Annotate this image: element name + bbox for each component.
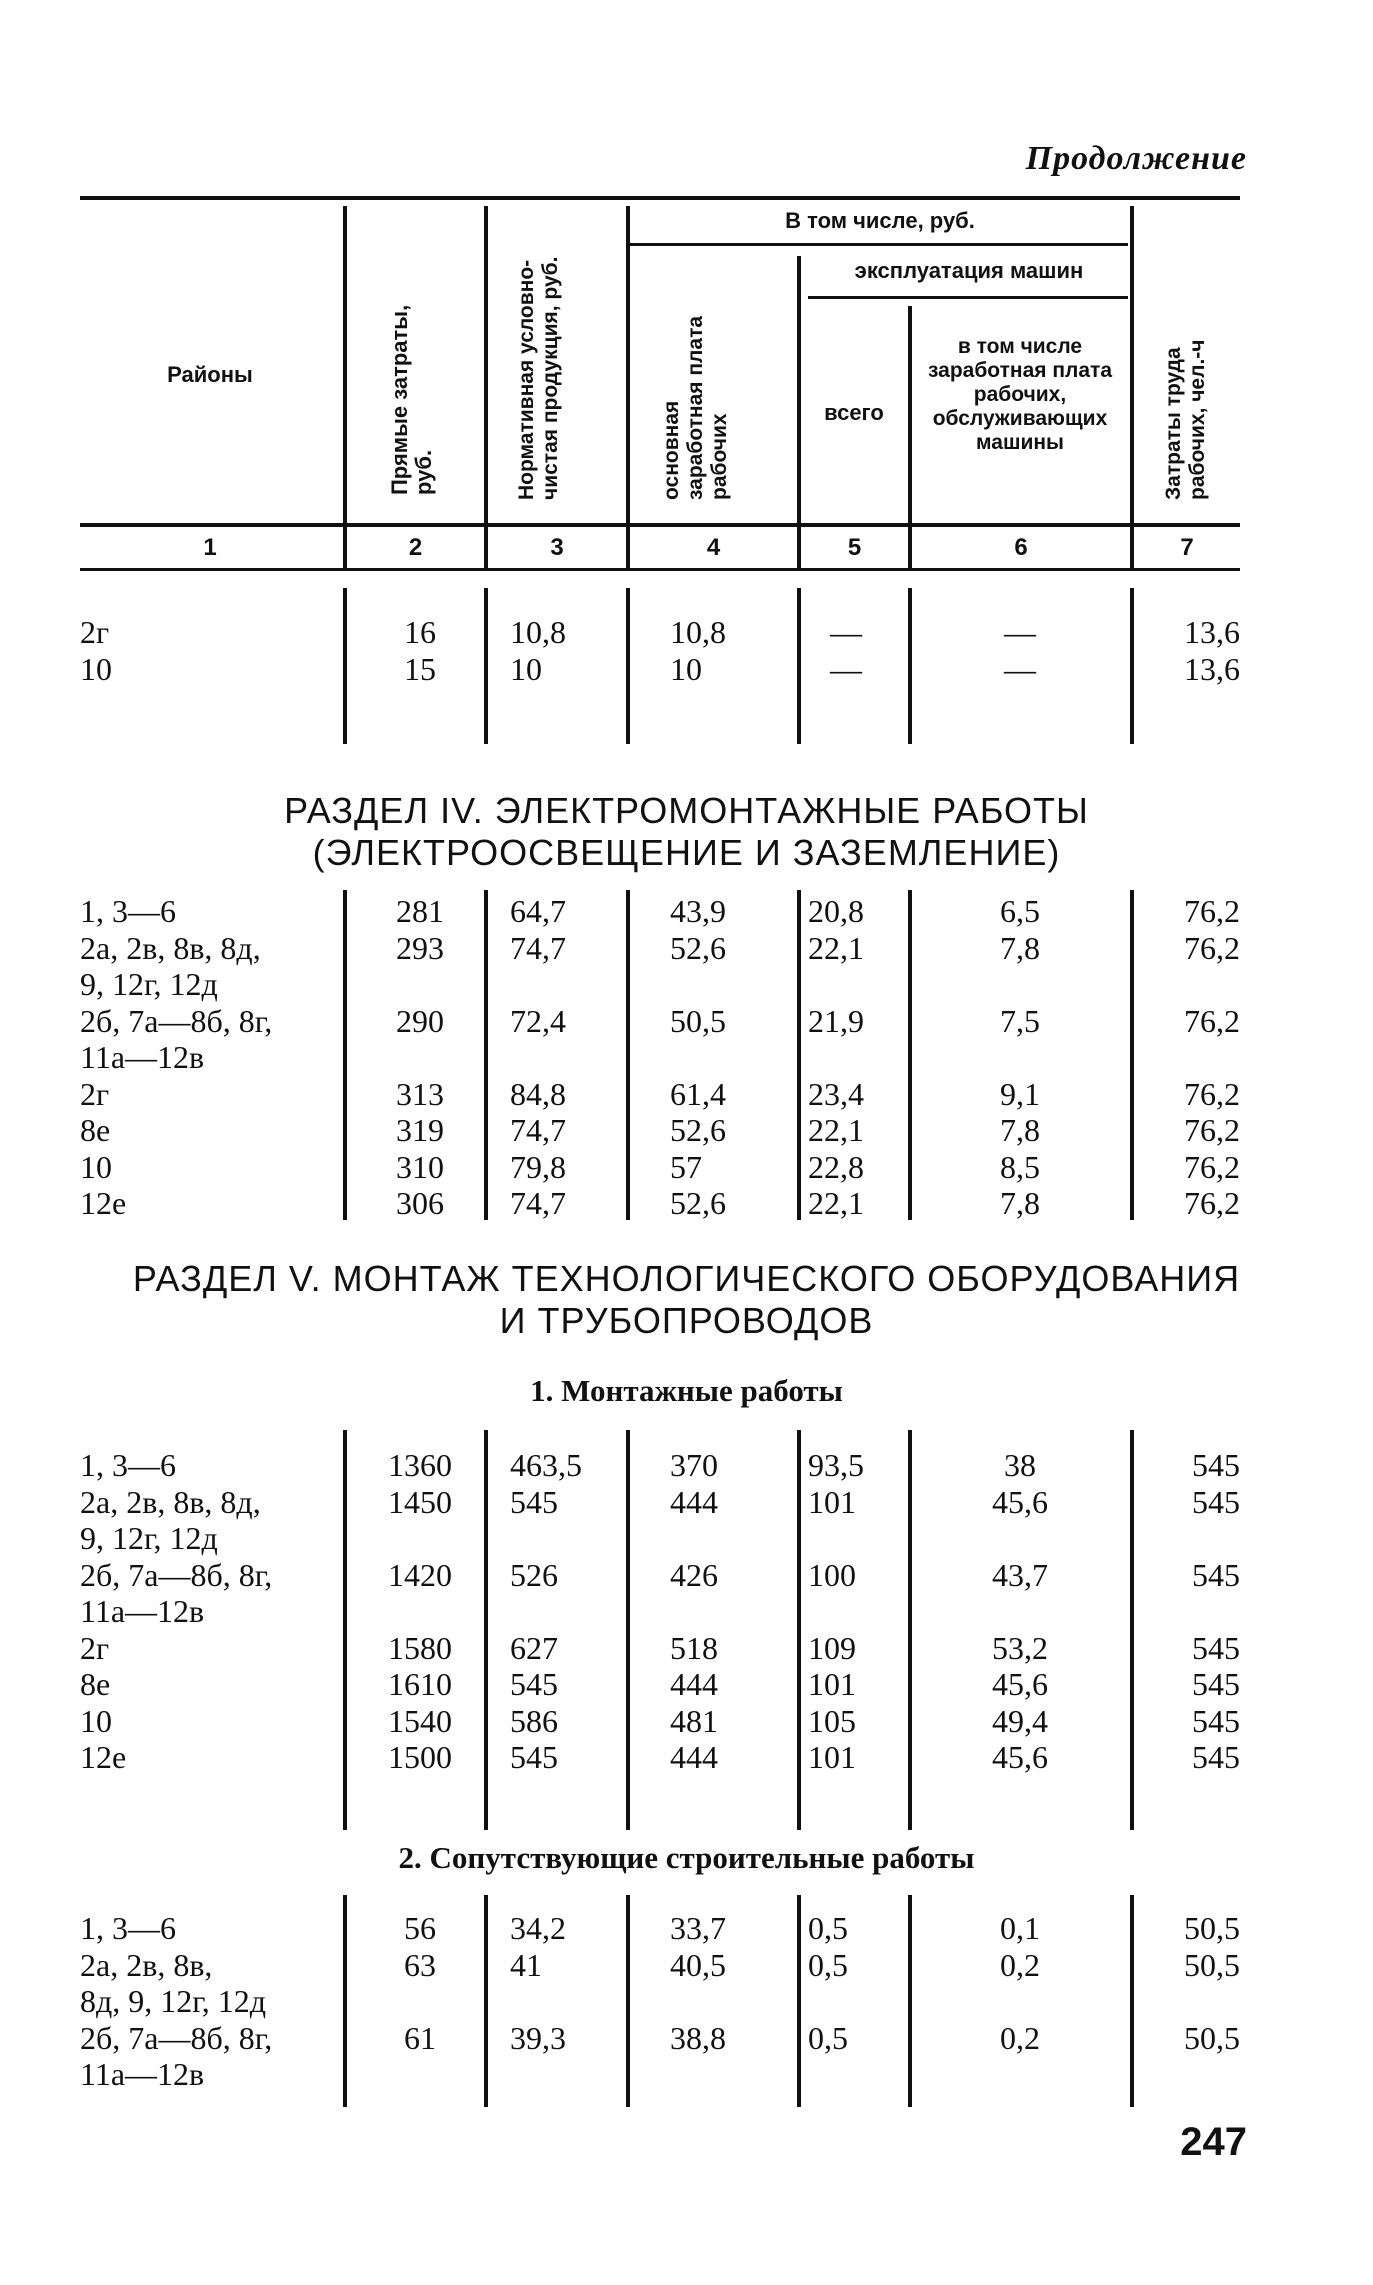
- cell-machines-total: 101: [808, 1666, 856, 1702]
- cell-wages: 50,5: [670, 1002, 726, 1039]
- cell-region: 12е: [80, 1185, 127, 1221]
- cell-region: 10: [80, 1148, 112, 1185]
- cell-machines-total: 101: [808, 1483, 856, 1520]
- cell-labor: 76,2: [1184, 929, 1240, 966]
- continuation-label: Продолжение: [1025, 140, 1247, 177]
- page-number: 247: [1180, 2120, 1247, 2164]
- cell-wages: 33,7: [670, 1910, 726, 1946]
- cell-machine-wages: 9,1: [1000, 1075, 1040, 1112]
- cell-direct-costs: 56: [404, 1910, 436, 1946]
- cell-net-product: 586: [510, 1702, 558, 1739]
- cell-region: 1, 3—6: [80, 893, 176, 929]
- cell-machine-wages: —: [1004, 651, 1036, 687]
- cell-direct-costs: 293: [396, 929, 444, 966]
- section5-title-line2: И ТРУБОПРОВОДОВ: [499, 1300, 874, 1341]
- cell-machine-wages: 7,8: [1000, 929, 1040, 966]
- header-divider-5: [908, 306, 912, 568]
- cell-machine-wages: 43,7: [992, 1556, 1048, 1593]
- cell-labor: 76,2: [1184, 1002, 1240, 1039]
- cell-wages: 10,8: [670, 614, 726, 650]
- subgroup-rule: [808, 296, 1128, 299]
- section5-sub1-title: 1. Монтажные работы: [530, 1373, 843, 1408]
- cell-labor: 50,5: [1184, 1910, 1240, 1946]
- cell-wages: 444: [670, 1483, 718, 1520]
- cell-machines-total: 105: [808, 1702, 856, 1739]
- cell-labor: 13,6: [1184, 614, 1240, 650]
- table-row: [0, 614, 1373, 651]
- cell-direct-costs: 16: [404, 614, 436, 650]
- cell-region: 9, 12г, 12д: [80, 966, 218, 1002]
- cell-wages: 38,8: [670, 2019, 726, 2056]
- cell-region: 1, 3—6: [80, 1447, 176, 1483]
- header-divider-1: [343, 206, 347, 568]
- section5-sub2-title: 2. Сопутствующие строительные работы: [398, 1840, 975, 1875]
- cell-region: 2б, 7а—8б, 8г,: [80, 1556, 273, 1593]
- table-row: [0, 1666, 1373, 1703]
- cell-machine-wages: 45,6: [992, 1483, 1048, 1520]
- cell-machine-wages: 45,6: [992, 1666, 1048, 1702]
- cell-net-product: 74,7: [510, 1112, 566, 1148]
- cell-direct-costs: 15: [404, 651, 436, 687]
- cell-labor: 76,2: [1184, 1075, 1240, 1112]
- cell-machines-total: 100: [808, 1556, 856, 1593]
- cell-machine-wages: 0,2: [1000, 2019, 1040, 2056]
- col-number-7: 7: [1180, 534, 1194, 561]
- cell-wages: 444: [670, 1739, 718, 1775]
- cell-wages: 426: [670, 1556, 718, 1593]
- cell-region: 2а, 2в, 8в, 8д,: [80, 929, 261, 966]
- cell-region: 10: [80, 1702, 112, 1739]
- cell-direct-costs: 1610: [388, 1666, 452, 1702]
- cell-machine-wages: 8,5: [1000, 1148, 1040, 1185]
- cell-wages: 52,6: [670, 1112, 726, 1148]
- cell-region: 2а, 2в, 8в,: [80, 1946, 213, 1983]
- cell-net-product: 79,8: [510, 1148, 566, 1185]
- cell-net-product: 34,2: [510, 1910, 566, 1946]
- cell-labor: 50,5: [1184, 1946, 1240, 1983]
- cell-region: 1, 3—6: [80, 1910, 176, 1946]
- cell-machine-wages: 49,4: [992, 1702, 1048, 1739]
- header-divider-6: [1130, 206, 1134, 568]
- header-col6: в том числе заработная плата рабочих, обслуживающих машины: [927, 335, 1113, 454]
- cell-net-product: 526: [510, 1556, 558, 1593]
- table-row: [0, 2020, 1373, 2057]
- header-col5: всего: [824, 400, 884, 425]
- cell-direct-costs: 1450: [388, 1483, 452, 1520]
- header-divider-2: [484, 206, 488, 568]
- cell-region: 12е: [80, 1739, 127, 1775]
- cell-labor: 76,2: [1184, 1112, 1240, 1148]
- cell-machine-wages: 0,1: [1000, 1910, 1040, 1946]
- cell-wages: 444: [670, 1666, 718, 1702]
- cell-direct-costs: 290: [396, 1002, 444, 1039]
- header-group: В том числе, руб.: [785, 208, 975, 233]
- table-row: [0, 966, 1373, 1003]
- cell-machines-total: 0,5: [808, 1946, 848, 1983]
- header-col7: Затраты труда рабочих, чел.-ч: [1162, 339, 1209, 500]
- table-row: [0, 930, 1373, 967]
- section5-title-line1: РАЗДЕЛ V. МОНТАЖ ТЕХНОЛОГИЧЕСКОГО ОБОРУДОВАНИЯ: [132, 1258, 1241, 1299]
- col-number-4: 4: [706, 534, 721, 561]
- group-rule: [628, 243, 1128, 246]
- cell-region: 2а, 2в, 8в, 8д,: [80, 1483, 261, 1520]
- header-divider-3: [626, 206, 630, 568]
- cell-labor: 76,2: [1184, 1185, 1240, 1221]
- header-col1: Районы: [167, 362, 253, 387]
- cell-machine-wages: 7,5: [1000, 1002, 1040, 1039]
- cell-labor: 13,6: [1184, 651, 1240, 687]
- table-row: [0, 1447, 1373, 1484]
- table-top-rule: [80, 196, 1240, 200]
- cell-wages: 40,5: [670, 1946, 726, 1983]
- cell-direct-costs: 1540: [388, 1702, 452, 1739]
- cell-direct-costs: 313: [396, 1075, 444, 1112]
- cell-direct-costs: 1360: [388, 1447, 452, 1483]
- cell-machine-wages: 45,6: [992, 1739, 1048, 1775]
- col-number-3: 3: [550, 534, 564, 561]
- cell-net-product: 64,7: [510, 893, 566, 929]
- cell-direct-costs: 1500: [388, 1739, 452, 1775]
- cell-net-product: 72,4: [510, 1002, 566, 1039]
- cell-direct-costs: 61: [404, 2019, 436, 2056]
- cell-direct-costs: 281: [396, 893, 444, 929]
- col-number-6: 6: [1014, 534, 1028, 561]
- cell-region: 10: [80, 651, 112, 687]
- cell-region: 2г: [80, 1075, 110, 1112]
- header-col2: Прямые затраты, руб.: [387, 304, 436, 495]
- cell-wages: 61,4: [670, 1075, 726, 1112]
- cell-wages: 10: [670, 651, 702, 687]
- col-number-2: 2: [408, 534, 423, 561]
- cell-region: 11а—12в: [80, 1039, 205, 1075]
- header-col4: основная заработная плата рабочих: [660, 315, 731, 500]
- cell-net-product: 41: [510, 1946, 542, 1983]
- header-bottom-rule: [80, 523, 1240, 527]
- cell-wages: 518: [670, 1629, 718, 1666]
- cell-machine-wages: 7,8: [1000, 1112, 1040, 1148]
- cell-machines-total: 0,5: [808, 2019, 848, 2056]
- cell-machine-wages: 6,5: [1000, 893, 1040, 929]
- cell-labor: 545: [1192, 1556, 1240, 1593]
- cell-machines-total: —: [830, 651, 862, 687]
- cell-labor: 76,2: [1184, 893, 1240, 929]
- table-row: [0, 1003, 1373, 1040]
- cell-direct-costs: 1580: [388, 1629, 452, 1666]
- cell-machines-total: 109: [808, 1629, 856, 1666]
- cell-machines-total: 93,5: [808, 1447, 864, 1483]
- cell-net-product: 545: [510, 1739, 558, 1775]
- table-row: [0, 893, 1373, 930]
- header-col3: Нормативная условно-чистая продукция, руб.: [515, 256, 562, 500]
- table-row: [0, 1739, 1373, 1776]
- cell-machines-total: 22,1: [808, 1185, 864, 1221]
- cell-region: 11а—12в: [80, 1593, 205, 1629]
- cell-region: 8е: [80, 1112, 111, 1148]
- cell-labor: 545: [1192, 1739, 1240, 1775]
- table-row: [0, 1149, 1373, 1186]
- cell-machines-total: 21,9: [808, 1002, 864, 1039]
- cell-net-product: 463,5: [510, 1447, 582, 1483]
- cell-machines-total: 101: [808, 1739, 856, 1775]
- cell-net-product: 627: [510, 1629, 558, 1666]
- table-row: [0, 1557, 1373, 1594]
- cell-direct-costs: 306: [396, 1185, 444, 1221]
- cell-machines-total: 22,8: [808, 1148, 864, 1185]
- cell-net-product: 545: [510, 1483, 558, 1520]
- cell-labor: 76,2: [1184, 1148, 1240, 1185]
- cell-region: 8д, 9, 12г, 12д: [80, 1983, 267, 2019]
- cell-machines-total: 23,4: [808, 1075, 864, 1112]
- cell-wages: 43,9: [670, 893, 726, 929]
- cell-machine-wages: 53,2: [992, 1629, 1048, 1666]
- cell-region: 2г: [80, 614, 110, 650]
- cell-wages: 52,6: [670, 1185, 726, 1221]
- cell-labor: 545: [1192, 1666, 1240, 1702]
- cell-net-product: 74,7: [510, 929, 566, 966]
- cell-region: 8е: [80, 1666, 111, 1702]
- cell-machines-total: 20,8: [808, 893, 864, 929]
- cell-direct-costs: 319: [396, 1112, 444, 1148]
- cell-labor: 545: [1192, 1702, 1240, 1739]
- section4-title-line1: РАЗДЕЛ IV. ЭЛЕКТРОМОНТАЖНЫЕ РАБОТЫ: [284, 790, 1089, 831]
- cell-region: 2б, 7а—8б, 8г,: [80, 2019, 273, 2056]
- cell-wages: 481: [670, 1702, 718, 1739]
- cell-labor: 545: [1192, 1483, 1240, 1520]
- cell-wages: 52,6: [670, 929, 726, 966]
- table-row: [0, 1630, 1373, 1667]
- table-row: [0, 1112, 1373, 1149]
- table-row: [0, 1076, 1373, 1113]
- cell-region: 11а—12в: [80, 2056, 205, 2092]
- cell-machine-wages: 0,2: [1000, 1946, 1040, 1983]
- cell-net-product: 84,8: [510, 1075, 566, 1112]
- cell-labor: 50,5: [1184, 2019, 1240, 2056]
- cell-machine-wages: —: [1004, 614, 1036, 650]
- cell-machines-total: 0,5: [808, 1910, 848, 1946]
- cell-net-product: 10,8: [510, 614, 566, 650]
- table-row: [0, 1947, 1373, 1984]
- cell-machine-wages: 7,8: [1000, 1185, 1040, 1221]
- table-row: [0, 2056, 1373, 2093]
- col-number-5: 5: [847, 534, 862, 561]
- header-subgroup: эксплуатация машин: [854, 258, 1084, 283]
- col-number-1: 1: [203, 534, 217, 561]
- section4-title-line2: (ЭЛЕКТРООСВЕЩЕНИЕ И ЗАЗЕМЛЕНИЕ): [312, 832, 1061, 873]
- cell-direct-costs: 310: [396, 1148, 444, 1185]
- cell-machine-wages: 38: [1004, 1447, 1036, 1483]
- cell-region: 9, 12г, 12д: [80, 1520, 218, 1556]
- cell-machines-total: 22,1: [808, 1112, 864, 1148]
- table-row: [0, 1593, 1373, 1630]
- cell-direct-costs: 63: [404, 1946, 436, 1983]
- cell-wages: 370: [670, 1447, 718, 1483]
- table-row: [0, 1039, 1373, 1076]
- cell-net-product: 10: [510, 651, 542, 687]
- cell-region: 2б, 7а—8б, 8г,: [80, 1002, 273, 1039]
- cell-net-product: 545: [510, 1666, 558, 1702]
- cell-labor: 545: [1192, 1447, 1240, 1483]
- cell-wages: 57: [670, 1148, 702, 1185]
- cell-machines-total: —: [830, 614, 862, 650]
- numbers-bottom-rule: [80, 568, 1240, 571]
- cell-machines-total: 22,1: [808, 929, 864, 966]
- table-row: [0, 1703, 1373, 1740]
- cell-net-product: 39,3: [510, 2019, 566, 2056]
- table-row: [0, 651, 1373, 688]
- cell-region: 2г: [80, 1629, 110, 1666]
- cell-labor: 545: [1192, 1629, 1240, 1666]
- table-row: [0, 1983, 1373, 2020]
- table-row: [0, 1185, 1373, 1222]
- cell-net-product: 74,7: [510, 1185, 566, 1221]
- table-row: [0, 1484, 1373, 1521]
- table-row: [0, 1520, 1373, 1557]
- table-row: [0, 1910, 1373, 1947]
- cell-direct-costs: 1420: [388, 1556, 452, 1593]
